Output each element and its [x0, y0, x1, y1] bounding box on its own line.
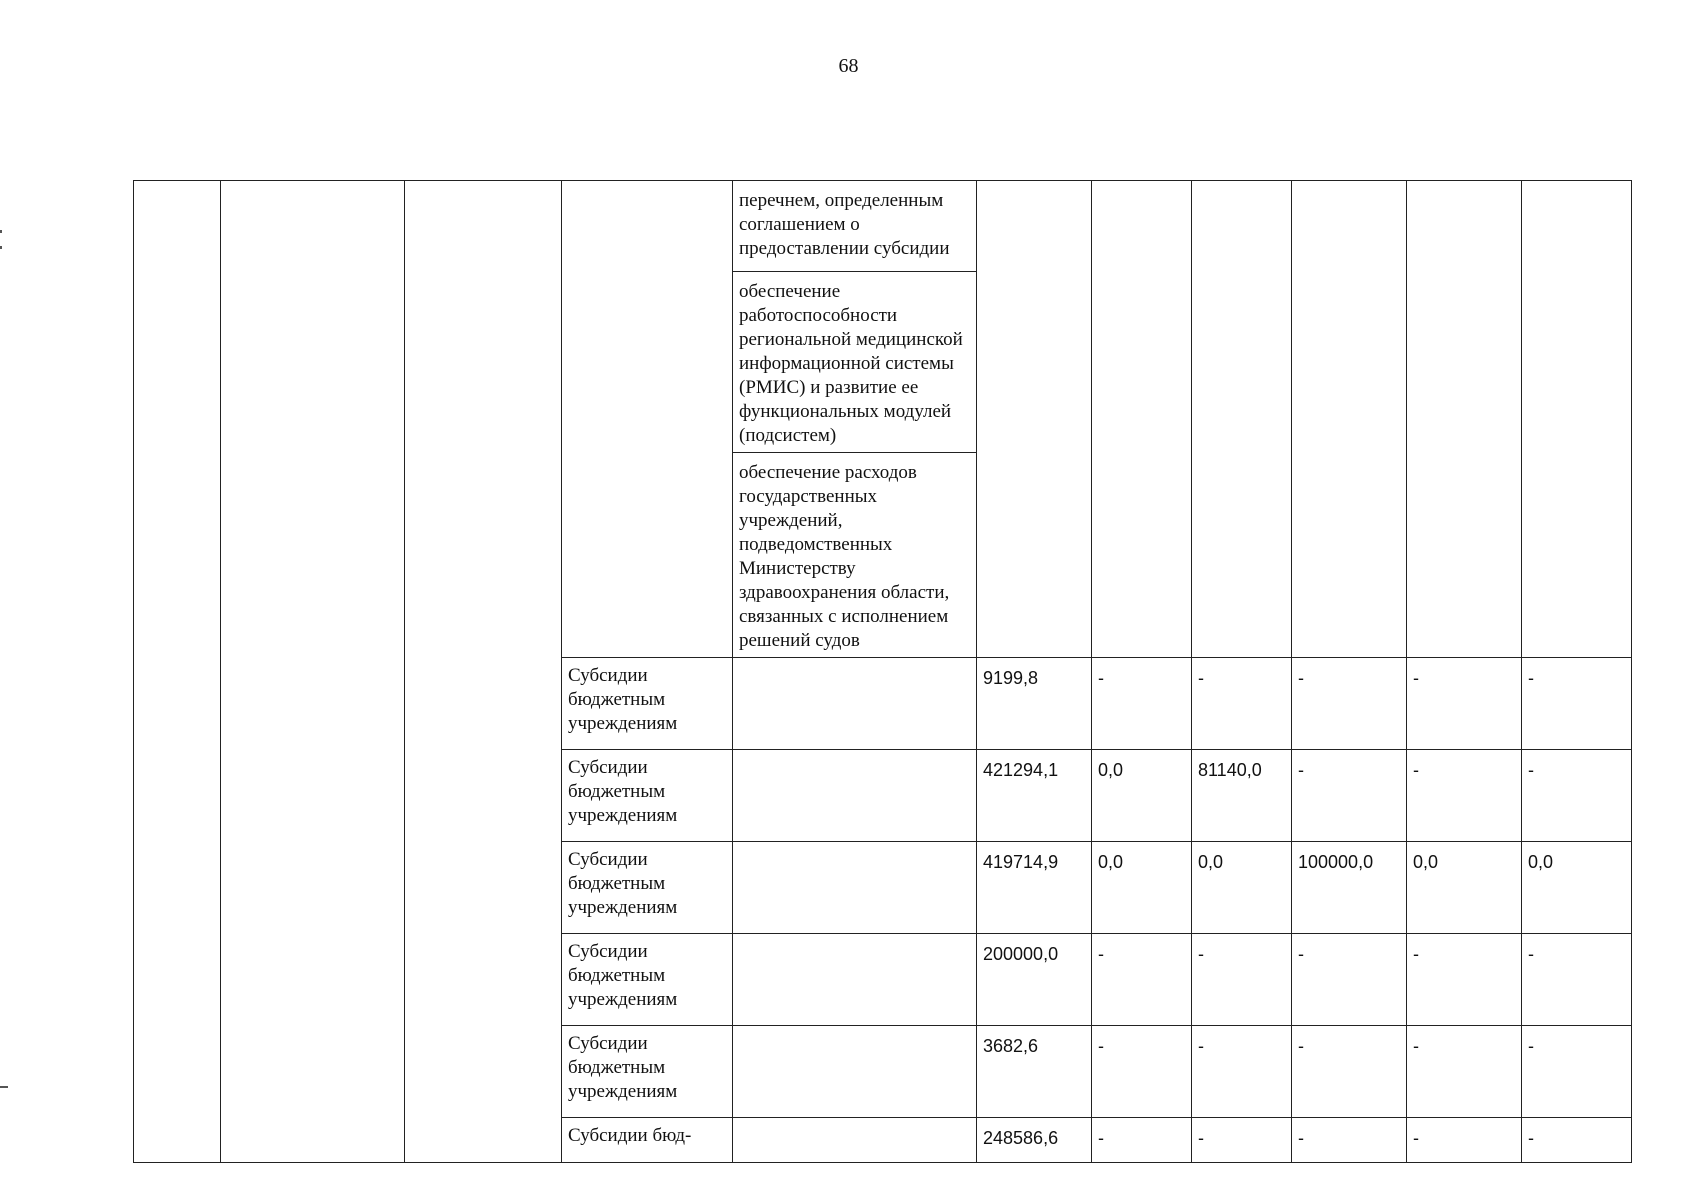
- amount-cell: -: [1407, 934, 1522, 1026]
- purpose-cell-empty: [733, 1118, 977, 1163]
- expense-type: Субсидии бюджетным учреждениям: [562, 658, 733, 750]
- amount-cell: -: [1192, 934, 1292, 1026]
- amount-cell-empty: [977, 181, 1092, 658]
- expense-type: Субсидии бюджетным учреждениям: [562, 934, 733, 1026]
- amount-cell: 0,0: [1407, 842, 1522, 934]
- amount-cell: -: [1192, 1026, 1292, 1118]
- expense-type: Субсидии бюджетным учреждениям: [562, 1026, 733, 1118]
- amount-cell: 248586,6: [977, 1118, 1092, 1163]
- amount-cell: -: [1522, 1026, 1632, 1118]
- table-cell-col-4: [562, 181, 733, 658]
- amount-cell: -: [1092, 658, 1192, 750]
- amount-cell: 421294,1: [977, 750, 1092, 842]
- amount-cell: -: [1522, 658, 1632, 750]
- budget-table: [133, 180, 1632, 1163]
- amount-cell: -: [1292, 1118, 1407, 1163]
- table-cell-col-2: [221, 181, 405, 1163]
- amount-cell: -: [1407, 750, 1522, 842]
- amount-cell-empty: [1292, 181, 1407, 658]
- amount-cell: -: [1522, 750, 1632, 842]
- expense-type: Субсидии бюджетным учреждениям: [562, 842, 733, 934]
- amount-cell-empty: [1092, 181, 1192, 658]
- margin-scan-mark: [0, 1086, 8, 1088]
- amount-cell: 0,0: [1522, 842, 1632, 934]
- amount-cell: -: [1407, 1026, 1522, 1118]
- expense-type: Субсидии бюд-: [562, 1118, 733, 1163]
- amount-cell: 200000,0: [977, 934, 1092, 1026]
- amount-cell: -: [1407, 658, 1522, 750]
- amount-cell: 419714,9: [977, 842, 1092, 934]
- amount-cell: 0,0: [1092, 842, 1192, 934]
- amount-cell: -: [1292, 658, 1407, 750]
- amount-cell: -: [1292, 750, 1407, 842]
- table-cell-col-1: [134, 181, 221, 1163]
- amount-cell: -: [1192, 1118, 1292, 1163]
- amount-cell: -: [1092, 1118, 1192, 1163]
- purpose-text: обеспечение расходов государственных учреждений, подведомственных Министерству здравоохранения области, связанных с исполнением решений судов: [733, 453, 977, 658]
- table-cell-col-3: [405, 181, 562, 1163]
- amount-cell-empty: [1407, 181, 1522, 658]
- purpose-cell-empty: [733, 750, 977, 842]
- amount-cell: -: [1092, 1026, 1192, 1118]
- margin-scan-mark: [0, 246, 2, 249]
- purpose-text: обеспечение работоспособности региональной медицинской информационной системы (РМИС) и развитие ее функциональных модулей (подсистем): [733, 272, 977, 453]
- amount-cell: 100000,0: [1292, 842, 1407, 934]
- amount-cell: 9199,8: [977, 658, 1092, 750]
- amount-cell-empty: [1192, 181, 1292, 658]
- purpose-cell-empty: [733, 842, 977, 934]
- amount-cell: -: [1407, 1118, 1522, 1163]
- amount-cell: -: [1192, 658, 1292, 750]
- amount-cell: -: [1092, 934, 1192, 1026]
- page-number: 68: [838, 55, 859, 77]
- amount-cell: 0,0: [1092, 750, 1192, 842]
- purpose-text: перечнем, определенным соглашением о предоставлении субсидии: [733, 181, 977, 272]
- expense-type: Субсидии бюджетным учреждениям: [562, 750, 733, 842]
- amount-cell: 81140,0: [1192, 750, 1292, 842]
- amount-cell: -: [1522, 934, 1632, 1026]
- margin-scan-mark: [0, 230, 2, 233]
- amount-cell: -: [1292, 934, 1407, 1026]
- amount-cell: -: [1292, 1026, 1407, 1118]
- amount-cell-empty: [1522, 181, 1632, 658]
- table-row: [134, 181, 1632, 272]
- purpose-cell-empty: [733, 658, 977, 750]
- purpose-cell-empty: [733, 1026, 977, 1118]
- amount-cell: 0,0: [1192, 842, 1292, 934]
- purpose-cell-empty: [733, 934, 977, 1026]
- amount-cell: 3682,6: [977, 1026, 1092, 1118]
- amount-cell: -: [1522, 1118, 1632, 1163]
